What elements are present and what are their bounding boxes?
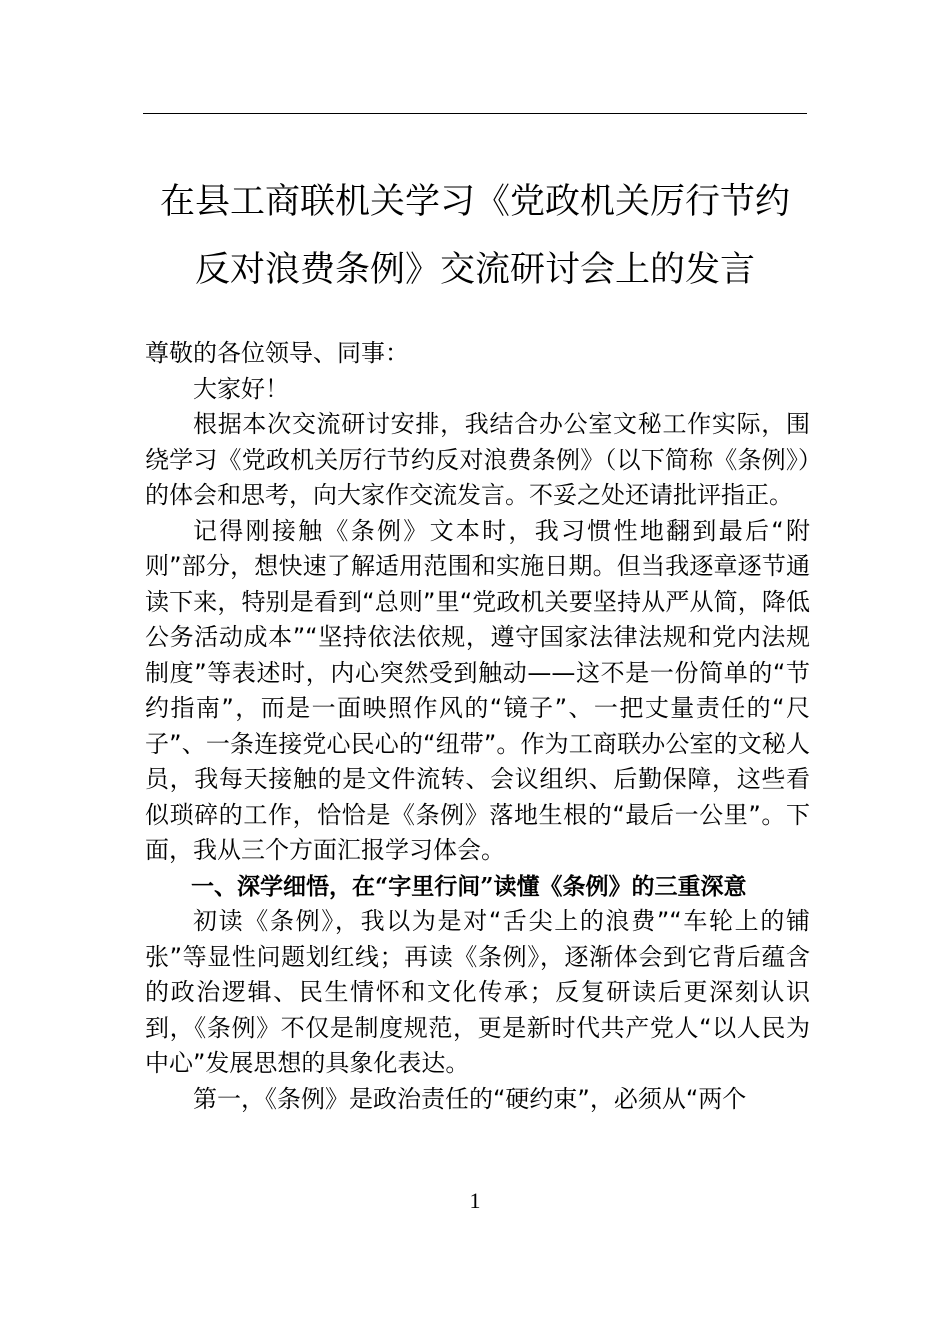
- document-body: [145, 336, 810, 1117]
- salutation: 尊敬的各位领导、同事：: [145, 339, 409, 367]
- page-number: 1: [469, 1188, 481, 1213]
- title-line-1: 在县工商联机关学习《党政机关厉行节约: [159, 182, 790, 222]
- section-heading-1: 一、深学细悟，在“字里行间”读懂《条例》的三重深意: [191, 872, 747, 900]
- paragraph-intro: 根据本次交流研讨安排，我结合办公室文秘工作实际，围绕学习《党政机关厉行节约反对浪费条例》（以下简称《条例》）的体会和思考，向大家作交流发言。不妥之处还请批评指正。: [145, 410, 810, 509]
- title-line-2: 反对浪费条例》交流研讨会上的发言: [194, 250, 755, 290]
- document-title: [100, 168, 850, 304]
- paragraph-point-one: 第一，《条例》是政治责任的“硬约束”，必须从“两个: [193, 1084, 747, 1113]
- header-rule: [143, 113, 807, 114]
- paragraph-reflection: 记得刚接触《条例》文本时，我习惯性地翻到最后“附则”部分，想快速了解适用范围和实施日期。但当我逐章逐节通读下来，特别是看到“总则”里“党政机关要坚持从严从简，降低公务活动成本”“坚持依法依规，遵守国家法律法规和党内法规制度”等表述时，内心突然受到触动——这不是一份简单的“节约指南”，而是一面映照作风的“镜子”、一把丈量责任的“尺子”、一条连接党心民心的“纽带”。作为工商联办公室的文秘人员，我每天接触的是文件流转、会议组织、后勤保障，这些看似琐碎的工作，恰恰是《条例》落地生根的“最后一公里”。下面，我从三个方面汇报学习体会。: [145, 516, 810, 864]
- paragraph-first-reading: 初读《条例》，我以为是对“舌尖上的浪费”“车轮上的铺张”等显性问题划红线；再读《条例》，逐渐体会到它背后蕴含的政治逻辑、民生情怀和文化传承；反复研读后更深刻认识到，《条例》不仅是制度规范，更是新时代共产党人“以人民为中心”发展思想的具象化表达。: [145, 907, 810, 1077]
- greeting: 大家好！: [193, 374, 289, 403]
